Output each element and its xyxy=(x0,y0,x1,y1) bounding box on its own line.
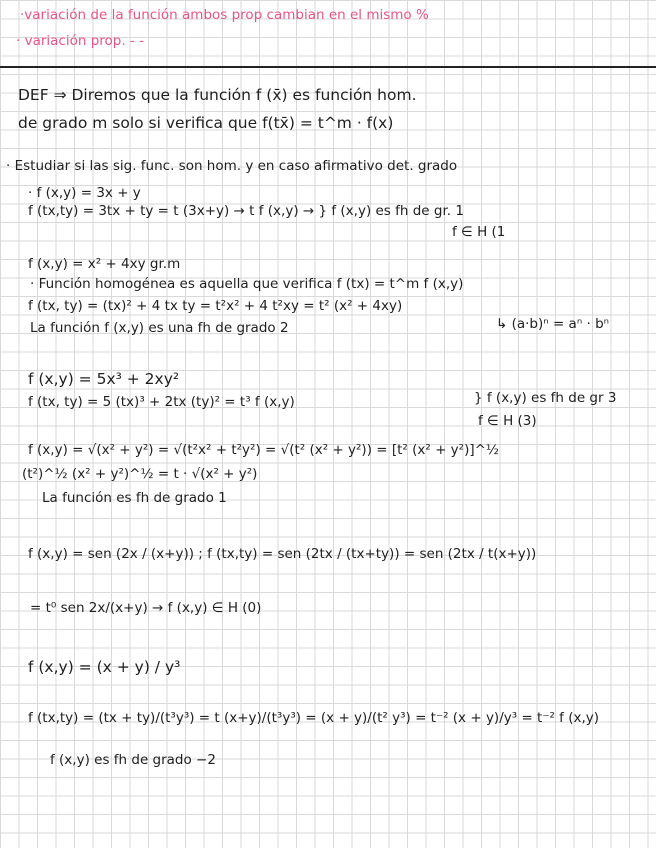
ex3-note-2: f ∈ H (3) xyxy=(478,413,537,429)
ex6-line-1: f (x,y) = (x + y) / y³ xyxy=(28,658,181,676)
ex1-line-1: · f (x,y) = 3x + y xyxy=(28,185,141,201)
ex5-line-1: f (x,y) = sen (2x / (x+y)) ; f (tx,ty) = sen (2tx / (tx+ty)) = sen (2tx / t(x+y)) xyxy=(28,546,537,562)
ex4-line-1: f (x,y) = √(x² + y²) = √(t²x² + t²y²) = √(t² (x² + y²)) = [t² (x² + y²)]^½ xyxy=(28,442,500,458)
ex2-note: ↳ (a·b)ⁿ = aⁿ · bⁿ xyxy=(496,316,610,332)
ex4-line-3: La función es fh de grado 1 xyxy=(42,490,227,506)
ex1-line-2: f (tx,ty) = 3tx + ty = t (3x+y) → t f (x,y) → } f (x,y) es fh de gr. 1 xyxy=(28,203,464,219)
ex6-line-3: f (x,y) es fh de grado −2 xyxy=(50,752,216,768)
ex3-note-1: } f (x,y) es fh de gr 3 xyxy=(474,390,617,406)
ex3-line-1: f (x,y) = 5x³ + 2xy² xyxy=(28,370,180,388)
ex4-line-2: (t²)^½ (x² + y²)^½ = t · √(x² + y²) xyxy=(22,466,258,482)
ex5-line-2: = t⁰ sen 2x/(x+y) → f (x,y) ∈ H (0) xyxy=(30,600,262,616)
ex3-line-2: f (tx, ty) = 5 (tx)³ + 2tx (ty)² = t³ f (x,y) xyxy=(28,394,295,410)
ex1-line-3: f ∈ H (1 xyxy=(452,224,506,240)
ex2-line-1: f (x,y) = x² + 4xy gr.m xyxy=(28,256,181,272)
definition-line-2: de grado m solo si verifica que f(tx̄) = t^m · f(x) xyxy=(18,114,394,132)
header-note-2: · variación prop. - - xyxy=(16,33,144,49)
ex2-line-4: La función f (x,y) es una fh de grado 2 xyxy=(30,320,289,336)
ex2-line-3: f (tx, ty) = (tx)² + 4 tx ty = t²x² + 4 t²xy = t² (x² + 4xy) xyxy=(28,298,403,314)
divider-line xyxy=(0,66,656,68)
ex2-line-2: · Función homogénea es aquella que verifica f (tx) = t^m f (x,y) xyxy=(30,276,464,292)
definition-line-1: DEF ⇒ Diremos que la función f (x̄) es función hom. xyxy=(18,86,417,104)
header-note-1: ·variación de la función ambos prop cambian en el mismo % xyxy=(20,7,429,23)
ex6-line-2: f (tx,ty) = (tx + ty)/(t³y³) = t (x+y)/(t³y³) = (x + y)/(t² y³) = t⁻² (x + y)/y³ = t⁻² f (x,y) xyxy=(28,710,600,726)
exercise-intro: · Estudiar si las sig. func. son hom. y en caso afirmativo det. grado xyxy=(6,158,458,174)
